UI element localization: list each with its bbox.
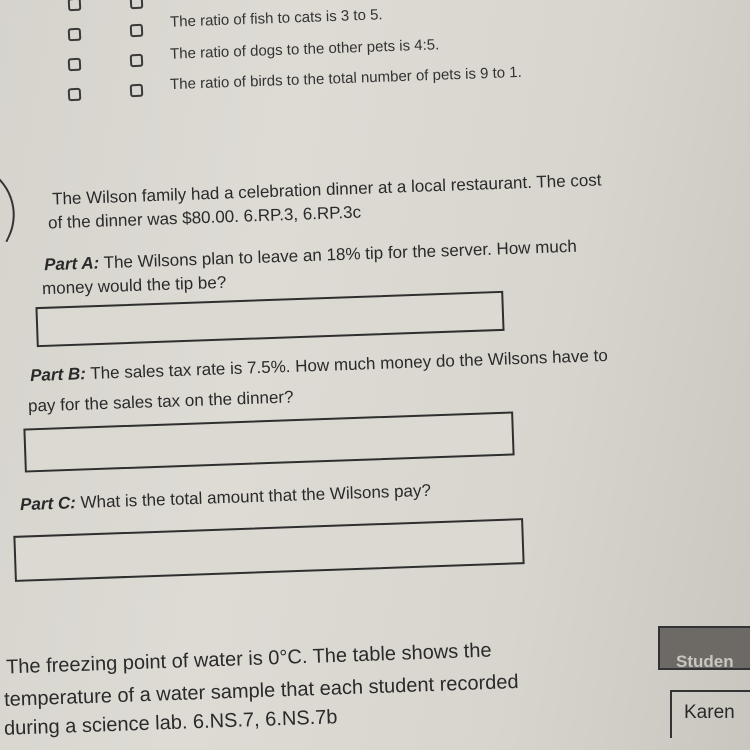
next-problem-line3: during a science lab. 6.NS.7, 6.NS.7b [3, 706, 338, 740]
part-a-question [44, 237, 577, 276]
next-problem-line1: The freezing point of water is 0°C. The table shows the [5, 639, 492, 679]
option-text: The ratio of dogs to the other pets is 4:5. [169, 36, 440, 63]
part-a-label: Part A: [43, 253, 100, 275]
part-a-text: The Wilsons plan to leave an 18% tip for the server. How much [98, 236, 578, 273]
next-problem-line2: temperature of a water sample that each student recorded [3, 671, 519, 711]
part-c-text: What is the total amount that the Wilsons pay? [75, 480, 432, 513]
part-b-question [30, 346, 608, 386]
checkbox-right-2[interactable] [130, 54, 144, 68]
checkbox-left-3[interactable] [68, 88, 82, 102]
table-header-text: Studen [676, 652, 734, 671]
table-row-cell [670, 690, 750, 738]
problem-intro-line2: of the dinner was $80.00. 6.RP.3, 6.RP.3c [47, 202, 362, 233]
option-text: The ratio of fish to cats is 3 to 5. [169, 6, 383, 31]
part-c-label: Part C: [19, 493, 77, 515]
table-row-text: Karen [684, 702, 735, 723]
table-header-cell [658, 626, 750, 670]
checkbox-right-0[interactable] [130, 0, 144, 9]
checkbox-left-0[interactable] [68, 0, 82, 11]
checkbox-left-1[interactable] [68, 28, 82, 42]
problem-number-bracket [0, 168, 32, 243]
part-b-text: The sales tax rate is 7.5%. How much money do the Wilsons have to [85, 345, 609, 384]
part-c-question [20, 481, 431, 515]
part-b-question-line2: pay for the sales tax on the dinner? [27, 387, 294, 416]
part-a-answer-box[interactable] [35, 291, 504, 347]
checkbox-right-1[interactable] [130, 24, 144, 38]
part-a-question-line2: money would the tip be? [41, 272, 227, 299]
part-b-answer-box[interactable] [23, 411, 514, 472]
checkbox-right-3[interactable] [130, 84, 144, 98]
problem-intro-line1: The Wilson family had a celebration dinner at a local restaurant. The cost [51, 170, 602, 209]
option-text: The ratio of birds to the total number of pets is 9 to 1. [169, 63, 523, 94]
part-c-answer-box[interactable] [13, 518, 524, 582]
part-b-label: Part B: [29, 364, 87, 386]
checkbox-left-2[interactable] [68, 58, 82, 72]
